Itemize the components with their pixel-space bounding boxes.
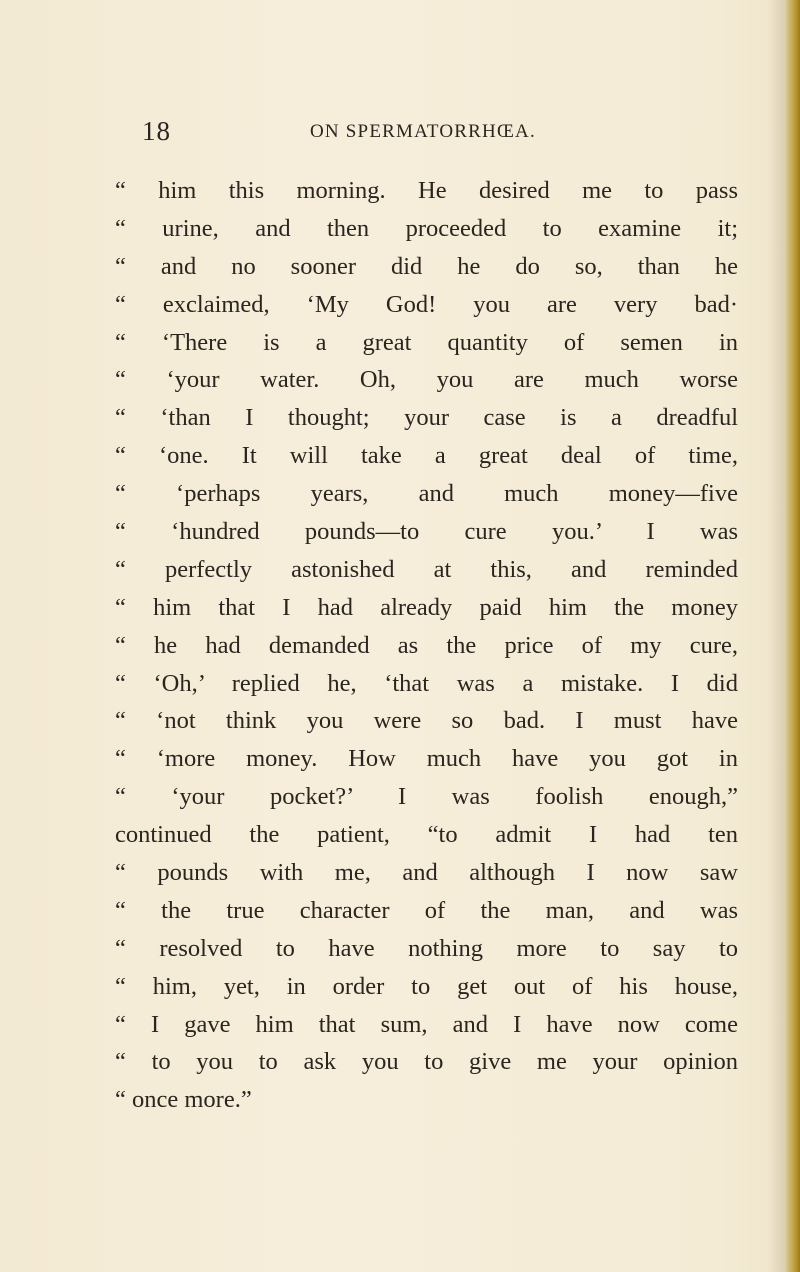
page-number: 18 [142, 116, 171, 146]
text-line: “ I gave him that sum, and I have now come [115, 1010, 738, 1038]
text-line: “ ‘not think you were so bad. I must have [115, 707, 738, 735]
text-line: continued the patient, “to admit I had ten [115, 821, 738, 849]
text-line: “ urine, and then proceeded to examine it; [115, 214, 738, 242]
text-line: “ him that I had already paid him the money [115, 593, 738, 621]
text-line: “ exclaimed, ‘My God! you are very bad· [115, 290, 738, 318]
text-line: “ ‘hundred pounds—to cure you.’ I was [115, 518, 738, 546]
text-line: “ perfectly astonished at this, and reminded [115, 555, 738, 583]
text-line: “ the true character of the man, and was [115, 896, 738, 924]
body-text [115, 172, 755, 1119]
text-line: “ ‘perhaps years, and much money—five [115, 480, 738, 508]
binding-edge [786, 0, 800, 1272]
text-line: “ ‘There is a great quantity of semen in [115, 328, 738, 356]
text-line: “ ‘Oh,’ replied he, ‘that was a mistake. I did [115, 669, 738, 697]
text-line: “ him, yet, in order to get out of his house, [115, 972, 738, 1000]
text-line: “ to you to ask you to give me your opinion [115, 1048, 738, 1076]
text-line: “ ‘than I thought; your case is a dreadful [115, 404, 738, 432]
text-line: “ once more.” [115, 1086, 252, 1114]
page-header [142, 116, 702, 152]
text-line: “ resolved to have nothing more to say to [115, 934, 738, 962]
text-line: “ ‘your pocket?’ I was foolish enough,” [115, 783, 738, 811]
text-line: “ he had demanded as the price of my cure, [115, 631, 738, 659]
text-line: “ ‘your water. Oh, you are much worse [115, 366, 738, 394]
text-line: “ ‘more money. How much have you got in [115, 745, 738, 773]
text-line: “ ‘one. It will take a great deal of time, [115, 442, 738, 470]
text-line: “ him this morning. He desired me to pass [115, 177, 738, 204]
binding-shadow [768, 0, 786, 1272]
running-head: ON SPERMATORRHŒA. [310, 121, 536, 142]
text-line: “ and no sooner did he do so, than he [115, 252, 738, 280]
text-line: “ pounds with me, and although I now saw [115, 859, 738, 887]
